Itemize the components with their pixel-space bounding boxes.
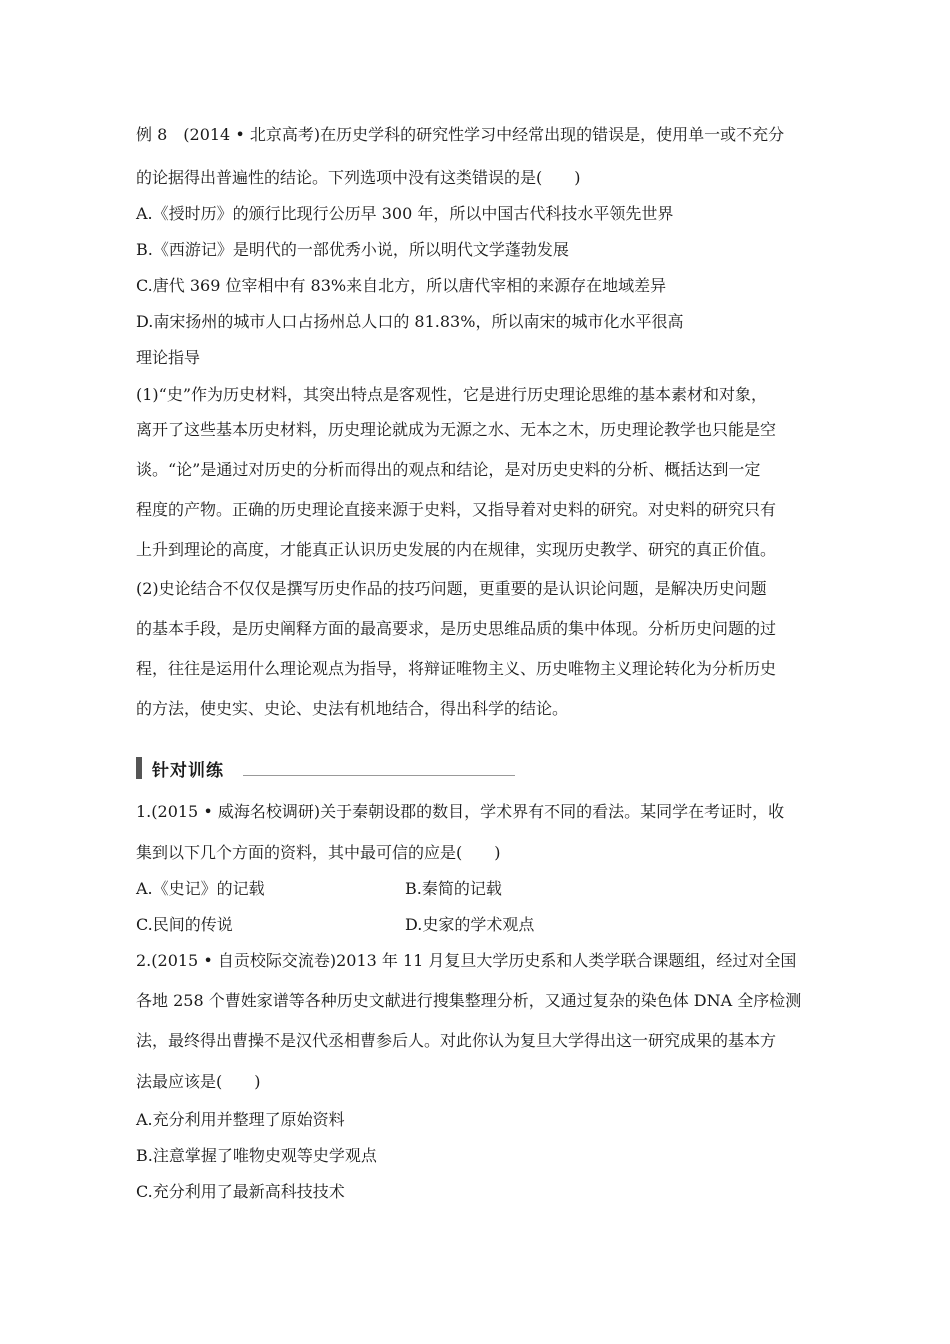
q2-option-c: C.充分利用了最新高科技技术 [136,1182,345,1201]
theory-paragraph-line: (1)“史”作为历史材料，其突出特点是客观性，它是进行历史理论思维的基本素材和对象， [136,385,768,404]
q1-option-b: B.秦简的记载 [405,879,502,898]
section-title: 针对训练 [152,760,224,781]
example-option-a: A.《授时历》的颁行比现行公历早 300 年，所以中国古代科技水平领先世界 [136,204,674,223]
q2-option-a: A.充分利用并整理了原始资料 [136,1110,345,1129]
theory-paragraph-line: 上升到理论的高度，才能真正认识历史发展的内在规律，实现历史教学、研究的真正价值。 [136,540,777,559]
theory-paragraph-line: 谈。“论”是通过对历史的分析而得出的观点和结论，是对历史史料的分析、概括达到一定 [136,460,761,479]
section-divider [243,775,515,776]
q2-option-b: B.注意掌握了唯物史观等史学观点 [136,1146,377,1165]
theory-paragraph-line: (2)史论结合不仅仅是撰写历史作品的技巧问题，更重要的是认识论问题，是解决历史问题 [136,579,767,598]
section-heading [136,755,224,781]
example-question-line: 的论据得出普遍性的结论。下列选项中没有这类错误的是( ) [136,168,581,187]
example-option-b: B.《西游记》是明代的一部优秀小说，所以明代文学蓬勃发展 [136,240,569,259]
q2-line: 法最应该是( ) [136,1072,261,1091]
q1-option-d: D.史家的学术观点 [405,915,535,934]
section-marker-bar [136,757,142,779]
theory-paragraph-line: 的方法，使史实、史论、史法有机地结合，得出科学的结论。 [136,699,569,718]
q2-line: 2.(2015 • 自贡校际交流卷)2013 年 11 月复旦大学历史系和人类学联合课题组，经过对全国 [136,951,797,970]
q2-line: 各地 258 个曹姓家谱等各种历史文献进行搜集整理分析，又通过复杂的染色体 DNA 全序检测 [136,991,802,1010]
q2-line: 法，最终得出曹操不是汉代丞相曹参后人。对此你认为复旦大学得出这一研究成果的基本方 [136,1031,777,1050]
example-question-line: 例 8 (2014 • 北京高考)在历史学科的研究性学习中经常出现的错误是，使用单一或不充分 [136,125,785,144]
theory-paragraph-line: 程，往往是运用什么理论观点为指导，将辩证唯物主义、历史唯物主义理论转化为分析历史 [136,659,777,678]
q1-line: 1.(2015 • 威海名校调研)关于秦朝设郡的数目，学术界有不同的看法。某同学在考证时，收 [136,802,785,821]
example-option-c: C.唐代 369 位宰相中有 83%来自北方，所以唐代宰相的来源存在地域差异 [136,276,667,295]
theory-heading: 理论指导 [136,348,201,367]
theory-paragraph-line: 的基本手段，是历史阐释方面的最高要求，是历史思维品质的集中体现。分析历史问题的过 [136,619,777,638]
q1-option-c: C.民间的传说 [136,915,233,934]
q1-option-a: A.《史记》的记载 [136,879,265,898]
theory-paragraph-line: 离开了这些基本历史材料，历史理论就成为无源之水、无本之木，历史理论教学也只能是空 [136,420,777,439]
theory-paragraph-line: 程度的产物。正确的历史理论直接来源于史料，又指导着对史料的研究。对史料的研究只有 [136,500,777,519]
example-option-d: D.南宋扬州的城市人口占扬州总人口的 81.83%，所以南宋的城市化水平很高 [136,312,684,331]
q1-line: 集到以下几个方面的资料，其中最可信的应是( ) [136,843,501,862]
